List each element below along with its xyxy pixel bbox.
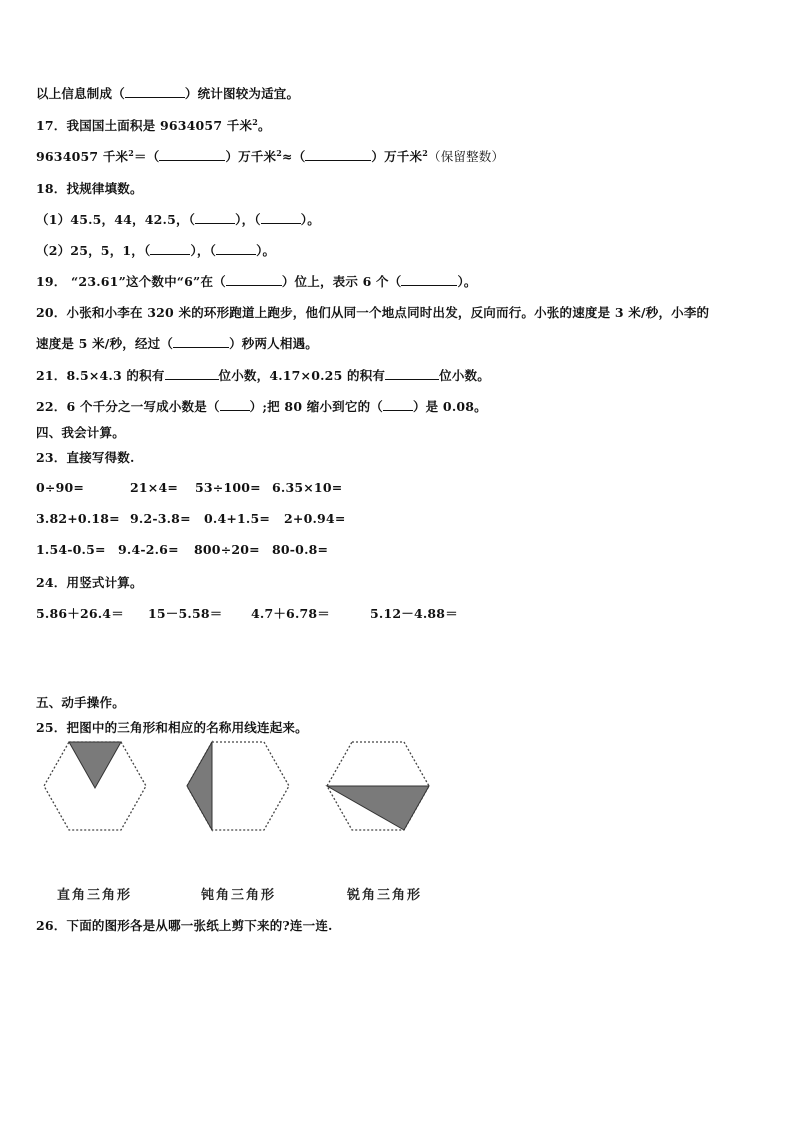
- question-text: 17．我国国土面积是 9634057 千米: [36, 118, 253, 133]
- question-25: 25．把图中的三角形和相应的名称用线连起来。: [36, 720, 308, 735]
- section-4-heading: 四、我会计算。: [36, 425, 125, 440]
- text: ＝（: [134, 149, 160, 164]
- hexagon-figure-acute-triangle: [325, 740, 431, 834]
- text: 速度是 5 米/秒，经过（: [36, 336, 174, 351]
- answer-blank[interactable]: [385, 367, 439, 380]
- question-18: 18．找规律填数。: [36, 181, 143, 196]
- answer-blank[interactable]: [261, 211, 301, 224]
- answer-blank[interactable]: [226, 273, 282, 286]
- answer-blank[interactable]: [220, 398, 250, 411]
- answer-blank[interactable]: [159, 148, 225, 161]
- label-right-triangle[interactable]: 直角三角形: [57, 888, 133, 903]
- text: 22．6 个千分之一写成小数是（: [36, 399, 220, 414]
- answer-blank[interactable]: [125, 85, 185, 98]
- text: ）万千米: [371, 149, 423, 164]
- calc-item: 5.12－4.88＝: [370, 606, 458, 621]
- section-5-heading: 五、动手操作。: [36, 695, 125, 710]
- shaded-triangle[interactable]: [69, 742, 121, 788]
- calc-item: 15－5.58＝: [148, 606, 223, 621]
- calc-item: 1.54-0.5=: [36, 542, 106, 557]
- superscript: 2: [276, 147, 283, 158]
- question-21: [36, 366, 490, 384]
- text: ）统计图较为适宜。: [184, 86, 300, 101]
- answer-blank[interactable]: [195, 211, 235, 224]
- fill-in-statement: [36, 84, 299, 102]
- text: 位小数。: [439, 368, 490, 383]
- question-22: [36, 397, 487, 415]
- text: ）。: [457, 274, 477, 289]
- text: ）。: [300, 212, 320, 227]
- text: 21．8.5×4.3 的积有: [36, 368, 165, 383]
- text: ）万千米: [225, 149, 277, 164]
- calc-item: 2+0.94=: [284, 511, 346, 526]
- question-24: 24．用竖式计算。: [36, 575, 143, 590]
- text: （2）25，5，1，（: [36, 243, 151, 258]
- text: ≈（: [282, 149, 306, 164]
- text: ）位上，表示 6 个（: [281, 274, 402, 289]
- shaded-triangle[interactable]: [187, 742, 212, 830]
- question-20-line-1: 20．小张和小李在 320 米的环形跑道上跑步，他们从同一个地点同时出发，反向而行。小张的速度是 3 米/秒，小李的: [36, 305, 710, 320]
- calc-item: 0.4+1.5=: [204, 511, 271, 526]
- question-17: [36, 116, 271, 134]
- text: （1）45.5，44，42.5，（: [36, 212, 196, 227]
- answer-blank[interactable]: [150, 242, 190, 255]
- calc-item: 9.2-3.8=: [130, 511, 191, 526]
- answer-blank[interactable]: [383, 398, 413, 411]
- text: 。: [257, 118, 271, 133]
- calc-item: 3.82+0.18=: [36, 511, 120, 526]
- calc-item: 0÷90=: [36, 480, 85, 495]
- text: 位小数，4.17×0.25 的积有: [218, 368, 386, 383]
- answer-blank[interactable]: [216, 242, 256, 255]
- calc-item: 800÷20=: [194, 542, 260, 557]
- calc-item: 4.7＋6.78＝: [251, 606, 330, 621]
- hexagon-figure-right-triangle: [42, 740, 148, 834]
- answer-blank[interactable]: [305, 148, 371, 161]
- superscript: 2: [252, 116, 258, 127]
- answer-blank[interactable]: [173, 335, 229, 348]
- text: 19． “23.61”这个数中“6”在（: [36, 274, 226, 289]
- text: （保留整数）: [428, 149, 505, 164]
- question-23: 23．直接写得数.: [36, 450, 135, 465]
- calc-item: 53÷100=: [195, 480, 261, 495]
- text: ），（: [235, 212, 261, 227]
- question-17-conversion: [36, 147, 504, 165]
- calc-item: 6.35×10=: [272, 480, 343, 495]
- question-19: [36, 272, 477, 290]
- text: ），（: [190, 243, 217, 258]
- question-26: 26．下面的图形各是从哪一张纸上剪下来的?连一连.: [36, 918, 333, 933]
- question-18-part-1: [36, 210, 320, 228]
- shaded-triangle[interactable]: [327, 786, 429, 830]
- text: ）是 0.08。: [412, 399, 487, 414]
- calc-item: 80-0.8=: [272, 542, 329, 557]
- text: ）秒两人相遇。: [229, 336, 318, 351]
- superscript: 2: [128, 147, 135, 158]
- superscript: 2: [422, 147, 428, 158]
- answer-blank[interactable]: [401, 273, 457, 286]
- text: 以上信息制成（: [36, 86, 125, 101]
- answer-blank[interactable]: [165, 367, 219, 380]
- label-acute-triangle[interactable]: 锐角三角形: [347, 888, 423, 903]
- question-20-line-2: [36, 334, 318, 352]
- calc-item: 21×4=: [130, 480, 179, 495]
- label-obtuse-triangle[interactable]: 钝角三角形: [201, 888, 277, 903]
- calc-item: 5.86＋26.4＝: [36, 606, 124, 621]
- text: ）;把 80 缩小到它的（: [249, 399, 383, 414]
- text: 9634057 千米: [36, 149, 129, 164]
- calc-item: 9.4-2.6=: [118, 542, 179, 557]
- hexagon-figure-obtuse-triangle: [185, 740, 291, 834]
- text: ）。: [256, 243, 276, 258]
- question-18-part-2: [36, 241, 275, 259]
